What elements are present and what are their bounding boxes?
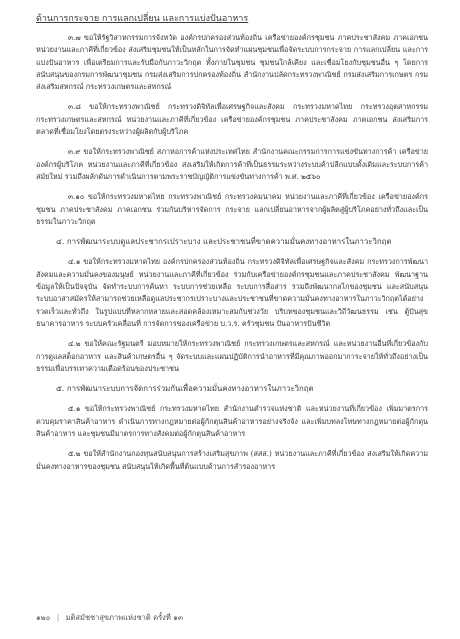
section-4-title: ๔. การพัฒนาระบบดูแลประชากรเปราะบาง และประชาชนที่ขาดความมั่นคงทางอาหารในภาวะวิกฤต <box>56 237 392 247</box>
section-5-title: ๕. การพัฒนาระบบการจัดการร่วมกันเพื่อความมั่นคงทางอาหารในภาวะวิกฤต <box>56 384 314 394</box>
page-number: ๑๒๐ <box>36 613 51 622</box>
footer-separator: | <box>56 613 60 622</box>
paragraph-4-1: ๔.๑ ขอให้กระทรวงมหาดไทย องค์กรปกครองส่วนท้องถิ่น กระทรวงดิจิทัลเพื่อเศรษฐกิจและสังคม กระทรวงการพัฒนาสังคมและความมั่นคงของมนุษย์ หน่วยงานและภาคีที่เกี่ยวข้อง ร่วมกับเครือข่ายองค์กรชุมชนและภาคประชาสังคม พัฒนาฐานข้อมูลให้เป็นปัจจุบัน จัดทำระบบการค้นหา ระบบการช่วยเหลือ ระบบการสื่อสาร รวมถึงพัฒนากลไกของชุมชน และสนับสนุนระบบอาสาสมัครให้สามารถช่วยเหลือดูแลประชากรเปราะบางและประชาชนที่ขาดความมั่นคงทางอาหารในภาวะวิกฤตได้อย่างรวดเร็วและทั่วถึง ในรูปแบบที่หลากหลายและสอดคล้องเหมาะสมกับช่วงวัย บริบทของชุมชนและวิถีวัฒนธรรม เช่น ตู้ปันสุข ธนาคารอาหาร ระบบครัวเคลื่อนที่ การจัดการของเครือข่าย บ.ว.ร. ครัวชุมชน ปันอาหารปันชีวิต <box>36 257 428 328</box>
paragraph-4-2: ๔.๒ ขอให้คณะรัฐมนตรี มอบหมายให้กระทรวงพาณิชย์ กระทรวงเกษตรและสหกรณ์ และหน่วยงานอื่นที่เกี่ยวข้องกับการดูแลสต็อกอาหาร และสินค้าเกษตรอื่น ๆ จัดระบบและแผนปฏิบัติการนำอาหารที่มีคุณภาพออกมาการะจายให้ทั่วถึงอย่างเป็นธรรมเพื่อบรรเทาความเดือดร้อนของประชาชน <box>36 339 428 373</box>
document-page <box>36 12 428 481</box>
paragraph-5-2: ๕.๒ ขอให้สำนักงานกองทุนสนับสนุนการสร้างเสริมสุขภาพ (สสส.) หน่วยงานและภาคีที่เกี่ยวข้อง ส่งเสริมให้เกิดความมั่นคงทางอาหารของชุมชน สนับสนุนให้เกิดพื้นที่ต้นแบบด้านการสำรองอาหาร <box>36 449 428 471</box>
paragraph-3-8: ๓.๘ ขอให้กระทรวงพาณิชย์ กระทรวงดิจิทัลเพื่อเศรษฐกิจและสังคม กระทรวงมหาดไทย กระทรวงอุตสาหกรรม กระทรวงเกษตรและสหกรณ์ หน่วยงานและภาคีที่เกี่ยวข้อง เครือข่ายองค์กรชุมชน ภาคประชาสังคม ภาคเอกชน ส่งเสริมการตลาดที่เชื่อมโยงโดยตรงระหว่างผู้ผลิตกับผู้บริโภค <box>36 102 428 137</box>
page-footer <box>36 612 183 624</box>
paragraph-5-1: ๕.๑ ขอให้กระทรวงพาณิชย์ กระทรวงมหาดไทย สำนักงานตำรวจแห่งชาติ และหน่วยงานที่เกี่ยวข้อง เพิ่มมาตรการควบคุมราคาสินค้าอาหาร ดำเนินการทางกฎหมายต่อผู้กักตุนสินค้าอาหารอย่างจริงจัง และเพิ่มบทลงโทษทางกฎหมายต่อผู้กักตุนสินค้าอาหาร และชุมชนมีมาตรการทางสังคมต่อผู้กักตุนสินค้าอาหาร <box>36 404 428 439</box>
paragraph-3-9: ๓.๙ ขอให้กระทรวงพาณิชย์ สภาหอการค้าแห่งประเทศไทย สำนักงานคณะกรรมการการแข่งขันทางการค้า เครือข่ายองค์กรผู้บริโภค หน่วยงานและภาคีที่เกี่ยวข้อง ส่งเสริมให้เกิดการค้าที่เป็นธรรมระหว่างระบบค้าปลีกแบบดั้งเดิมและระบบการค้าสมัยใหม่ รวมถึงผลักดันการดำเนินการตามพระราชบัญญัติการแข่งขันทางการค้า พ.ศ. ๒๕๖๐ <box>36 147 428 181</box>
paragraph-3-10: ๓.๑๐ ขอให้กระทรวงมหาดไทย กระทรวงพาณิชย์ กระทรวงคมนาคม หน่วยงานและภาคีที่เกี่ยวข้อง เครือข่ายองค์กรชุมชน ภาคประชาสังคม ภาคเอกชน ร่วมกันบริหารจัดการ กระจาย แลกเปลี่ยนอาหารจากผู้ผลิตสู่ผู้บริโภคอย่างทั่วถึงและเป็นธรรมในภาวะวิกฤต <box>36 192 428 226</box>
section-heading: ด้านการกระจาย การแลกเปลี่ยน และการแบ่งปันอาหาร <box>36 14 249 24</box>
footer-title: มติสมัชชาสุขภาพแห่งชาติ ครั้งที่ ๑๓ <box>65 613 184 622</box>
paragraph-3-7: ๓.๗ ขอให้รัฐวิสาหกรรมการจังหวัด องค์กรปกครองส่วนท้องถิ่น เครือข่ายองค์กรชุมชน ภาคประชาสังคม ภาคเอกชน หน่วยงานและภาคีที่เกี่ยวข้อง ส่งเสริมชุมชนให้เป็นหลักในการจัดทำแผนชุมชนเพื่อจัดระบบการกระจาย การแลกเปลี่ยน และการแบ่งปันอาหาร เพื่อเตรียมการและรับมือกับภาวะวิกฤต ทั้งภายในชุมชน ชุมชนใกล้เคียง และเชื่อมโยงกับชุมชนอื่น ๆ โดยการสนับสนุนของกรมการพัฒนาชุมชน กรมส่งเสริมการปกครองท้องถิ่น สำนักงานปลัดกระทรวงพาณิชย์ กรมส่งเสริมการเกษตร กรมส่งเสริมสหกรณ์ กระทรวงเกษตรและสหกรณ์ <box>36 33 428 92</box>
